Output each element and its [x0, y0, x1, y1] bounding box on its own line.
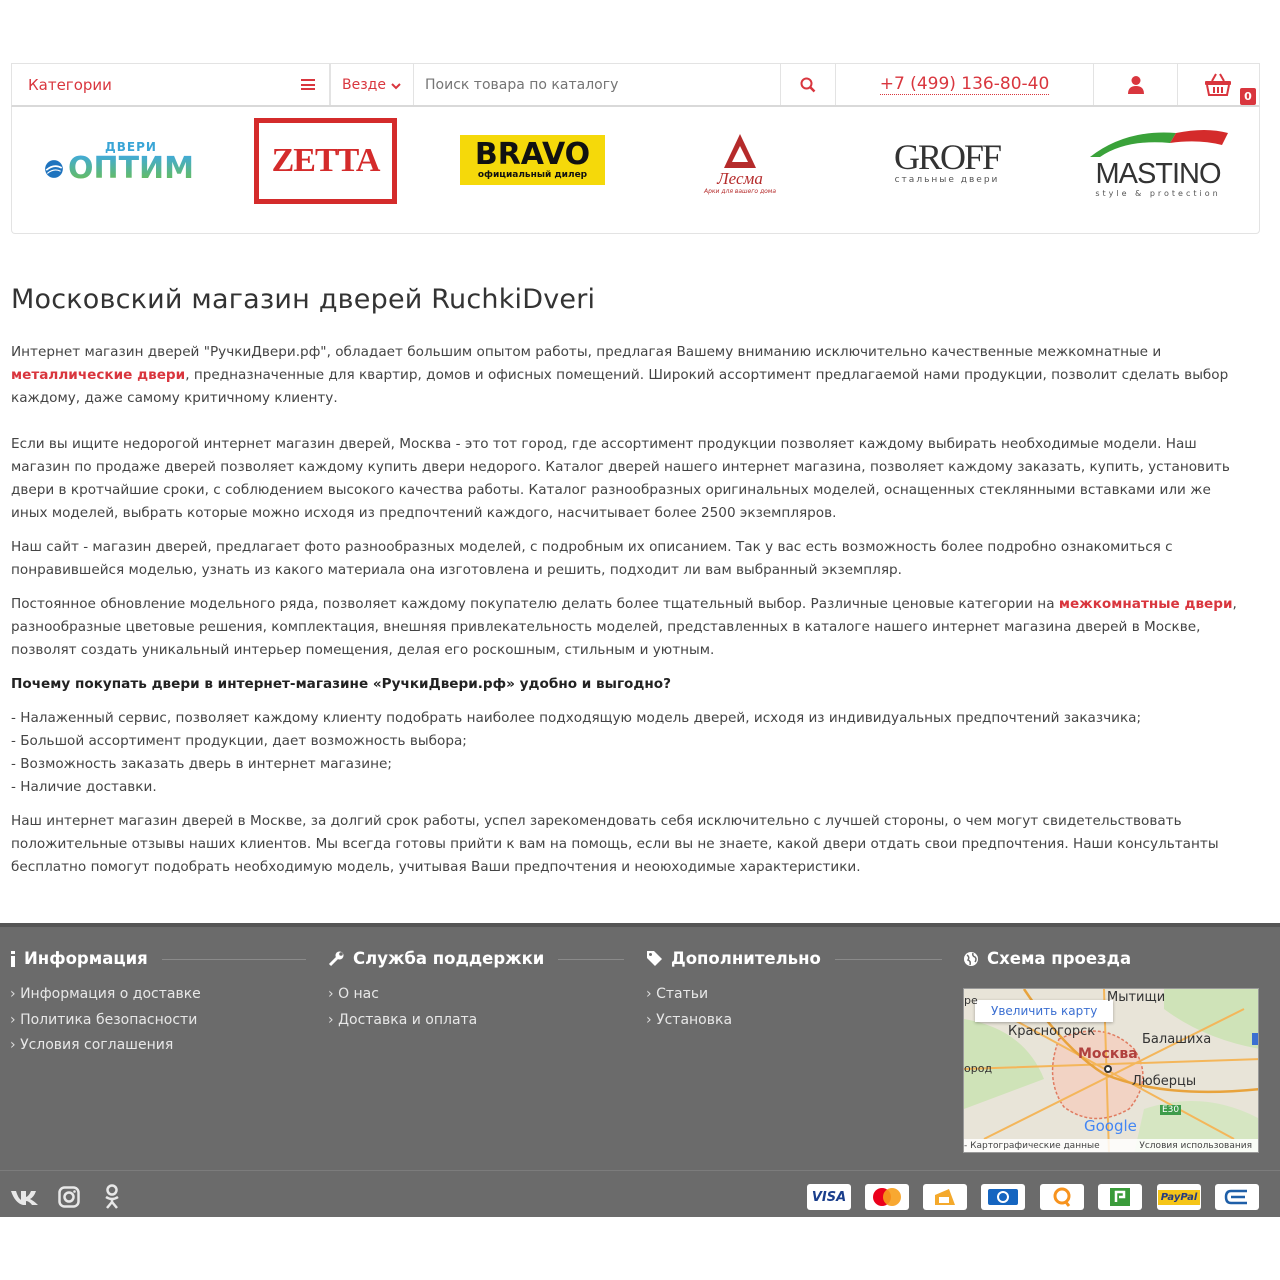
- brand-logo-optim[interactable]: [44, 132, 194, 192]
- header-bar: [11, 63, 1260, 107]
- paragraph-4-text-b: , разнообразные цветовые решения, комплектация, внешняя привлекательность моделей, представленных в каталоге нашего интернет магазина дверей в Москве, позволят создать уникальный интерьер помещения, делая его роскошным, стильным и уютным.: [11, 596, 1237, 658]
- chevron-down-icon: [391, 82, 401, 90]
- footer-column-extra: [646, 949, 942, 1033]
- mastino-logo-icon: [1086, 125, 1230, 159]
- brand-sub-mastino: style & protection: [1095, 188, 1221, 198]
- cart-count-badge: 0: [1240, 88, 1256, 105]
- brand-sub-groff: стальные двери: [894, 175, 1000, 185]
- google-logo: Google: [1084, 1117, 1137, 1135]
- cart-button[interactable]: [1178, 64, 1258, 105]
- optim-logo-icon: [44, 151, 64, 187]
- footer-link[interactable]: › Политика безопасности: [10, 1008, 306, 1034]
- benefits-list: [11, 707, 1251, 799]
- interior-doors-link[interactable]: межкомнатные двери: [1058, 596, 1233, 612]
- paragraph-1-text-a: Интернет магазин дверей "РучкиДвери.рф", обладает большим опытом работы, предлагая Вашему вниманию исключительно качественные межкомнатные и: [11, 344, 1162, 360]
- brand-carousel: [11, 107, 1260, 234]
- metal-doors-link[interactable]: металлические двери: [11, 367, 186, 383]
- wrench-icon: [328, 950, 345, 967]
- brand-name-optim: ОПТИМ: [67, 151, 194, 186]
- vk-icon[interactable]: [10, 1188, 40, 1206]
- tag-icon: [646, 950, 663, 967]
- brand-name-groff: GROFF: [893, 137, 1001, 177]
- instagram-icon[interactable]: [58, 1186, 80, 1208]
- odnoklassniki-icon[interactable]: [104, 1184, 120, 1210]
- footer-link[interactable]: › Условия соглашения: [10, 1033, 306, 1059]
- lesma-logo-icon: [722, 132, 758, 170]
- list-item: - Большой ассортимент продукции, дает возможность выбора;: [11, 733, 467, 749]
- map-label: Красногорск: [1008, 1024, 1096, 1039]
- list-item: - Налаженный сервис, позволяет каждому клиенту подобрать наиболее подходящую модель дверей, исходя из индивидуальных предпочтений заказчика;: [11, 710, 1142, 726]
- footer-bottom-bar: [0, 1170, 1280, 1221]
- route-map[interactable]: [963, 988, 1259, 1153]
- map-label: ре: [964, 994, 978, 1007]
- brand-logo-lesma[interactable]: [690, 125, 790, 201]
- euroset-icon: [1215, 1184, 1259, 1210]
- brand-sub-lesma: Арки для вашего дома: [704, 187, 776, 195]
- page-title: Московский магазин дверей RuchkiDveri: [11, 284, 596, 315]
- footer: [0, 923, 1280, 1217]
- visa-icon: VISA: [807, 1184, 851, 1210]
- brand-name-zetta: ZETTA: [271, 142, 380, 179]
- footer-column-info: [10, 949, 306, 1059]
- footer-link[interactable]: › О нас: [328, 982, 624, 1008]
- map-terms-link[interactable]: Условия использования: [1139, 1140, 1252, 1151]
- user-icon: [1127, 75, 1145, 95]
- brand-name-bravo: BRAVO: [474, 137, 591, 172]
- brand-sub-optim: ДВЕРИ: [105, 140, 157, 154]
- brand-name-mastino: MASTINO: [1095, 157, 1221, 190]
- list-item: - Наличие доставки.: [11, 779, 157, 795]
- paragraph-2: Если вы ищите недорогой интернет магазин дверей, Москва - это тот город, где ассортимент продукции позволяет каждому выбирать необходимые модели. Наш магазин по продаже дверей позволяет каждому купить двери недорого. Каталог дверей нашего интернет магазина, позволяет каждому заказать, купить, установить двери в кротчайшие сроки, с соблюдением высокого качества работы. Каталог разнообразных оригинальных моделей, оснащенных стеклянными вставками или же иных моделей, выбрать которые можно исходя из предпочтений каждого, насчитывает более 2500 экземпляров.: [11, 436, 1230, 521]
- map-label: Люберцы: [1132, 1074, 1197, 1089]
- paypal-icon: PayPal: [1157, 1184, 1201, 1210]
- phone-number: +7 (499) 136-80-40: [879, 74, 1050, 94]
- search-input[interactable]: [414, 64, 780, 105]
- paragraph-1: [11, 341, 1251, 410]
- search-scope-dropdown[interactable]: [330, 64, 414, 105]
- brand-name-lesma: Лесма: [717, 168, 763, 188]
- footer-extra-title: Дополнительно: [671, 949, 821, 968]
- basket-icon: [1204, 73, 1232, 97]
- account-button[interactable]: [1094, 64, 1178, 105]
- brand-logo-groff[interactable]: [877, 137, 1017, 187]
- mastercard-icon: [865, 1184, 909, 1210]
- search-button[interactable]: [780, 64, 836, 105]
- map-label: Балашиха: [1142, 1032, 1212, 1047]
- map-label: Москва: [1078, 1046, 1138, 1062]
- map-label: Мытищи: [1107, 990, 1166, 1005]
- globe-icon: [963, 951, 979, 967]
- social-links: [10, 1184, 120, 1210]
- map-label: E30: [1162, 1105, 1180, 1115]
- phone-link[interactable]: [836, 64, 1094, 105]
- footer-link[interactable]: › Доставка и оплата: [328, 1008, 624, 1034]
- article-content: [11, 341, 1251, 890]
- paragraph-4-text-a: Постоянное обновление модельного ряда, позволяет каждому покупателю делать более тщательный выбор. Различные ценовые категории на: [11, 596, 1059, 612]
- paragraph-1-text-b: , предназначенные для квартир, домов и офисных помещений. Широкий ассортимент предлагаемой нами продукции, позволит сделать выбор каждому, даже самому критичному клиенту.: [11, 367, 1229, 406]
- paragraph-3: Наш сайт - магазин дверей, предлагает фото разнообразных моделей, с подробным их описанием. Так у вас есть возможность более подробно ознакомиться с понравившейся моделью, узнать из какого материала она изготовлена и решить, подходит ли вам выбранный экземпляр.: [11, 539, 1173, 578]
- rbk-money-icon: [1098, 1184, 1142, 1210]
- yandex-money-icon: [923, 1184, 967, 1210]
- categories-label: Категории: [28, 75, 112, 94]
- footer-link[interactable]: › Статьи: [646, 982, 942, 1008]
- brand-sub-bravo: официальный дилер: [477, 170, 588, 180]
- footer-link[interactable]: › Информация о доставке: [10, 982, 306, 1008]
- paragraph-5: Наш интернет магазин дверей в Москве, за долгий срок работы, успел зарекомендовать себя исключительно с лучшей стороны, о чем могут свидетельствовать положительные отзывы наших клиентов. Мы всегда готовы прийти к вам на помощь, если вы не знаете, какой двери отдать свои предпочтения. Наши консультанты бесплатно помогут подобрать необходимую модель, учитывая Ваши предпочтения и неоюходимые характеристики.: [11, 813, 1219, 875]
- search-icon: [800, 77, 816, 93]
- footer-info-title: Информация: [24, 949, 148, 968]
- paragraph-4: [11, 593, 1251, 662]
- map-attribution: - Картографические данные: [964, 1140, 1100, 1151]
- list-item: - Возможность заказать дверь в интернет магазине;: [11, 756, 392, 772]
- footer-map-title: Схема проезда: [987, 949, 1132, 968]
- map-enlarge-button[interactable]: Увеличить карту: [975, 1000, 1113, 1022]
- footer-column-map: [963, 949, 1259, 968]
- brand-logo-zetta[interactable]: [254, 118, 397, 204]
- footer-link[interactable]: › Установка: [646, 1008, 942, 1034]
- map-label: ород: [964, 1062, 993, 1075]
- search-scope-label: Везде: [342, 76, 386, 93]
- info-icon: [10, 951, 16, 967]
- brand-logo-mastino[interactable]: [1084, 121, 1232, 201]
- categories-menu-button[interactable]: [12, 64, 330, 105]
- footer-column-support: [328, 949, 624, 1033]
- webmoney-icon: [981, 1184, 1025, 1210]
- why-buy-heading: Почему покупать двери в интернет-магазине «РучкиДвери.рф» удобно и выгодно?: [11, 676, 671, 692]
- qiwi-icon: [1040, 1184, 1084, 1210]
- footer-support-title: Служба поддержки: [353, 949, 545, 968]
- brand-logo-bravo[interactable]: [460, 135, 605, 185]
- hamburger-icon: [301, 79, 315, 90]
